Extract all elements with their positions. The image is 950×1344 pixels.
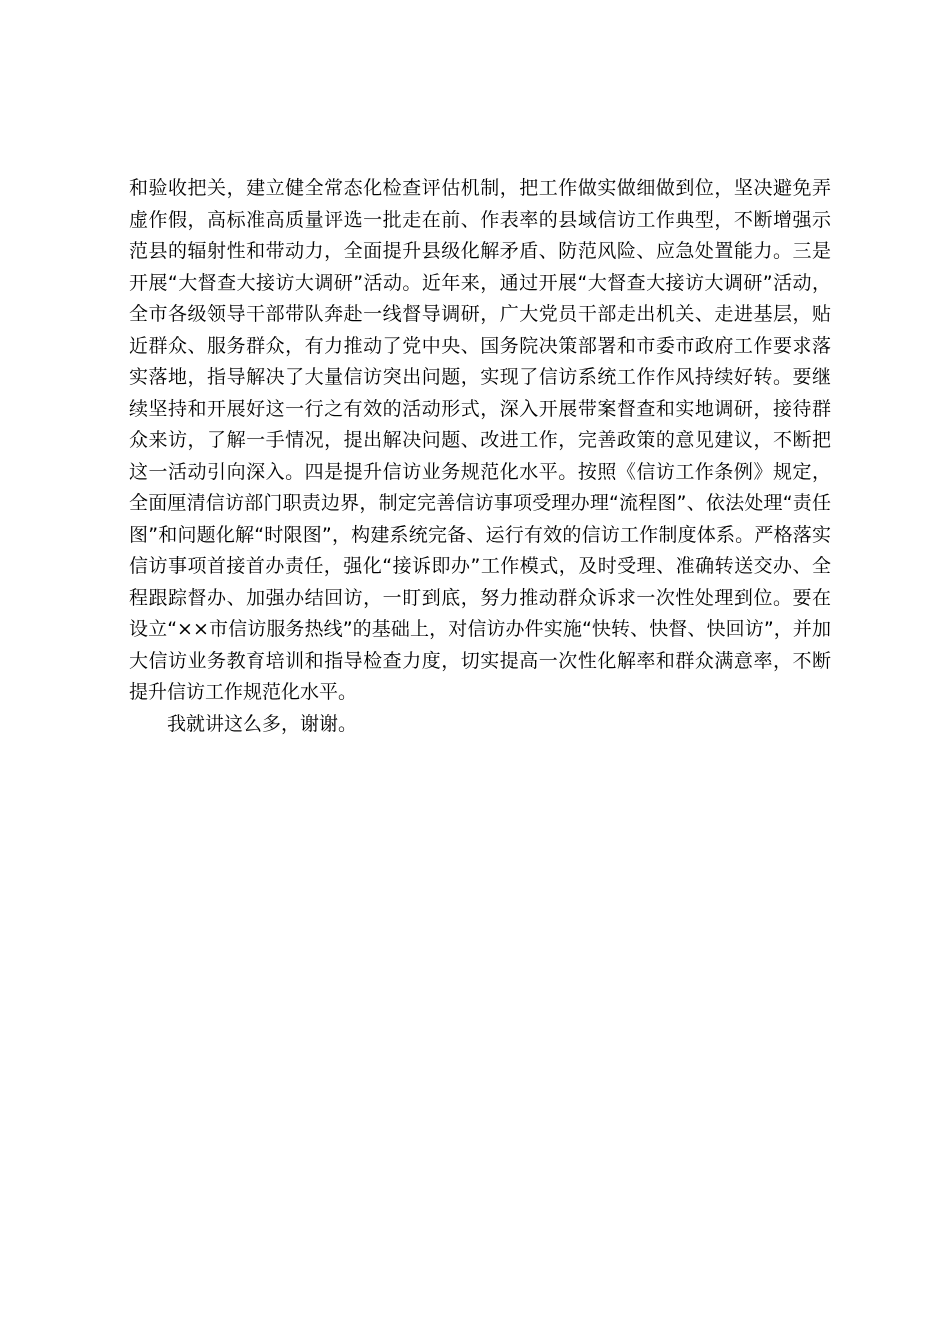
paragraph-line: 近群众、服务群众，有力推动了党中央、国务院决策部署和市委市政府工作要求落 [129,334,831,357]
paragraph-line: 众来访，了解一手情况，提出解决问题、改进工作，完善政策的意见建议，不断把 [129,429,831,451]
paragraph-line: 和验收把关，建立健全常态化检查评估机制，把工作做实做细做到位，坚决避免弄 [129,177,831,199]
paragraph-line: 续坚持和开展好这一行之有效的活动形式，深入开展带案督查和实地调研，接待群 [129,397,831,420]
paragraph-line: 图”和问题化解“时限图”，构建系统完备、运行有效的信访工作制度体系。严格落实 [129,523,831,546]
paragraph-line: 开展“大督查大接访大调研”活动。近年来，通过开展“大督查大接访大调研”活动， [129,271,831,294]
closing-remark: 我就讲这么多，谢谢。 [167,712,358,735]
paragraph-line: 提升信访工作规范化水平。 [129,681,358,703]
body-text [129,173,831,740]
paragraph-line: 范县的辐射性和带动力，全面提升县级化解矛盾、防范风险、应急处置能力。三是 [129,240,831,262]
paragraph-line: 这一活动引向深入。四是提升信访业务规范化水平。按照《信访工作条例》规定， [129,460,831,483]
paragraph-line: 全面厘清信访部门职责边界，制定完善信访事项受理办理“流程图”、依法处理“责任 [129,492,831,514]
paragraph-line: 信访事项首接首办责任，强化“接诉即办”工作模式，及时受理、准确转送交办、全 [129,555,831,577]
paragraph-line: 程跟踪督办、加强办结回访，一盯到底，努力推动群众诉求一次性处理到位。要在 [129,586,831,609]
paragraph-line: 全市各级领导干部带队奔赴一线督导调研，广大党员干部走出机关、走进基层，贴 [129,303,831,325]
paragraph-line: 大信访业务教育培训和指导检查力度，切实提高一次性化解率和群众满意率，不断 [129,649,831,672]
paragraph-line: 设立“××市信访服务热线”的基础上，对信访办件实施“快转、快督、快回访”，并加 [129,618,831,640]
paragraph-line: 实落地，指导解决了大量信访突出问题，实现了信访系统工作作风持续好转。要继 [129,366,831,388]
paragraph-line: 虚作假，高标准高质量评选一批走在前、作表率的县域信访工作典型，不断增强示 [129,208,831,231]
